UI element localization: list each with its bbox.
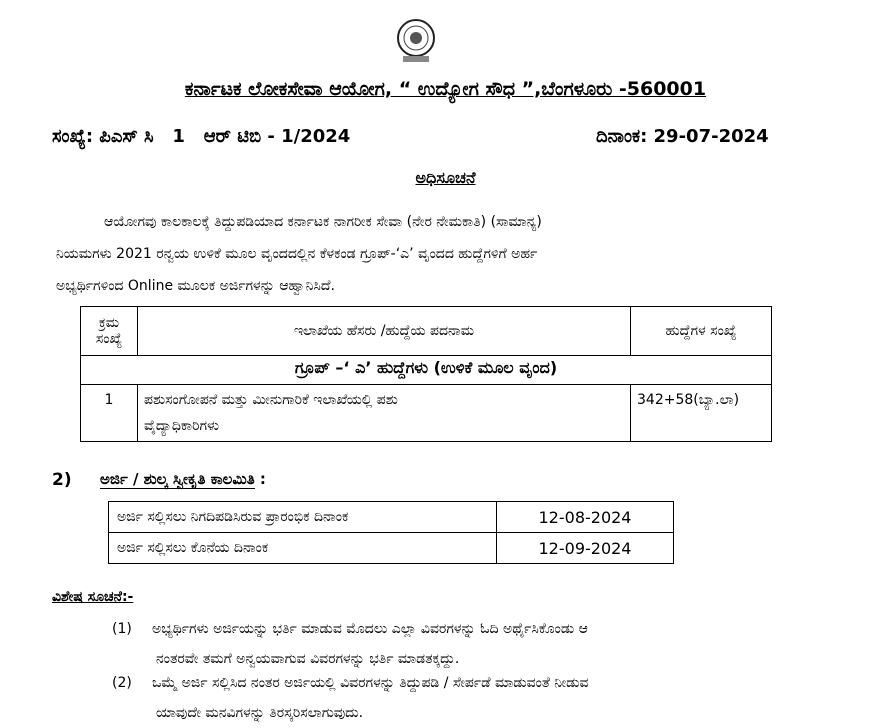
row-sl-no: 1 xyxy=(81,385,138,442)
table-row xyxy=(109,502,674,533)
row-post-count: 342+58(ಬ್ಯಾ.ಲಾ) xyxy=(631,385,772,442)
intro-line-3: ಅಭ್ಯರ್ಥಿಗಳಿಂದ Online ಮೂಲಕ ಅರ್ಜಿಗಳನ್ನು ಆಹ್ವಾನಿಸಿದೆ. xyxy=(56,278,335,294)
commission-heading: ಕರ್ನಾಟಕ ಲೋಕಸೇವಾ ಆಯೋಗ, “ ಉದ್ಯೋಗ ಸೌಧ ”,ಬೆಂಗಳೂರು -560001 xyxy=(184,78,707,100)
dates-table xyxy=(108,501,674,564)
special-instructions-title: ವಿಶೇಷ ಸೂಚನೆ:- xyxy=(52,589,134,605)
reference-number: ಸಂಖ್ಯೆ: ಪಿಎಸ್ ಸಿ 1 ಆರ್ ಟಿಬಿ - 1/2024 xyxy=(52,126,351,147)
group-heading-row xyxy=(81,356,772,385)
instruction-item: (2) ಒಮ್ಮೆ ಅರ್ಜಿ ಸಲ್ಲಿಸಿದ ನಂತರ ಅರ್ಜಿಯಲ್ಲಿ ವಿವರಗಳನ್ನು ತಿದ್ದುಪಡಿ / ಸೇರ್ಪಡೆ ಮಾಡುವಂತೆ ನೀಡುವ ಯಾವುದೇ ಮನವಿಗಳನ್ನು ತಿರಸ್ಕರಿಸಲಾಗುವುದು. xyxy=(112,675,589,721)
posts-table-header xyxy=(81,307,772,356)
header-dept-post: ಇಲಾಖೆಯ ಹೆಸರು /ಹುದ್ದೆಯ ಪದನಾಮ xyxy=(138,307,631,356)
table-row xyxy=(81,385,772,442)
intro-line-1: ಆಯೋಗವು ಕಾಲಕಾಲಕ್ಕೆ ತಿದ್ದುಪಡಿಯಾದ ಕರ್ನಾಟಕ ನಾಗರೀಕ ಸೇವಾ (ನೇರ ನೇಮಕಾತಿ) (ಸಾಮಾನ್ಯ) xyxy=(104,214,542,230)
group-heading: ಗ್ರೂಪ್ –‘ ಎ’ ಹುದ್ದೆಗಳು (ಉಳಿಕೆ ಮೂಲ ವೃಂದ) xyxy=(81,356,772,385)
row-post-name: ಪಶುಸಂಗೋಪನೆ ಮತ್ತು ಮೀನುಗಾರಿಕೆ ಇಲಾಖೆಯಲ್ಲಿ ಪಶು ವೈದ್ಯಾಧಿಕಾರಿಗಳು xyxy=(138,385,631,442)
section-2-number: 2) xyxy=(52,470,72,490)
instruction-item: (1) ಅಭ್ಯರ್ಥಿಗಳು ಅರ್ಜಿಯನ್ನು ಭರ್ತಿ ಮಾಡುವ ಮೊದಲು ಎಲ್ಲಾ ವಿವರಗಳನ್ನು ಓದಿ ಅರ್ಥೈಸಿಕೊಂಡು ಆ ನಂತರವೇ ತಮಗೆ ಅನ್ವಯವಾಗುವ ವಿವರಗಳನ್ನು ಭರ್ತಿ ಮಾಡತಕ್ಕದ್ದು. xyxy=(112,621,588,667)
intro-paragraph xyxy=(56,206,798,302)
last-date-value: 12-09-2024 xyxy=(497,533,674,564)
header-post-count: ಹುದ್ದೆಗಳ ಸಂಖ್ಯೆ xyxy=(631,307,772,356)
notice-date: ದಿನಾಂಕ: 29-07-2024 xyxy=(596,126,769,147)
start-date-label: ಅರ್ಜಿ ಸಲ್ಲಿಸಲು ನಿಗದಿಪಡಿಸಿರುವ ಪ್ರಾರಂಭಿಕ ದಿನಾಂಕ xyxy=(109,502,497,533)
last-date-label: ಅರ್ಜಿ ಸಲ್ಲಿಸಲು ಕೊನೆಯ ದಿನಾಂಕ xyxy=(109,533,497,564)
start-date-value: 12-08-2024 xyxy=(497,502,674,533)
notice-title: ಅಧಿಸೂಚನೆ xyxy=(415,168,476,187)
header-sl-no: ಕ್ರಮ ಸಂಖ್ಯೆ xyxy=(81,307,138,356)
table-row xyxy=(109,533,674,564)
section-2-title: ಅರ್ಜಿ / ಶುಲ್ಕ ಸ್ವೀಕೃತಿ ಕಾಲಮಿತಿ : xyxy=(100,470,266,488)
intro-line-2: ನಿಯಮಗಳು 2021 ರನ್ವಯ ಉಳಿಕೆ ಮೂಲ ವೃಂದದಲ್ಲಿನ ಕೆಳಕಂಡ ಗ್ರೂಪ್-‘ಎ’ ವೃಂದದ ಹುದ್ದೆಗಳಿಗೆ ಅರ್ಹ xyxy=(56,246,538,262)
karnataka-emblem-icon xyxy=(395,16,437,64)
posts-table xyxy=(80,306,772,442)
